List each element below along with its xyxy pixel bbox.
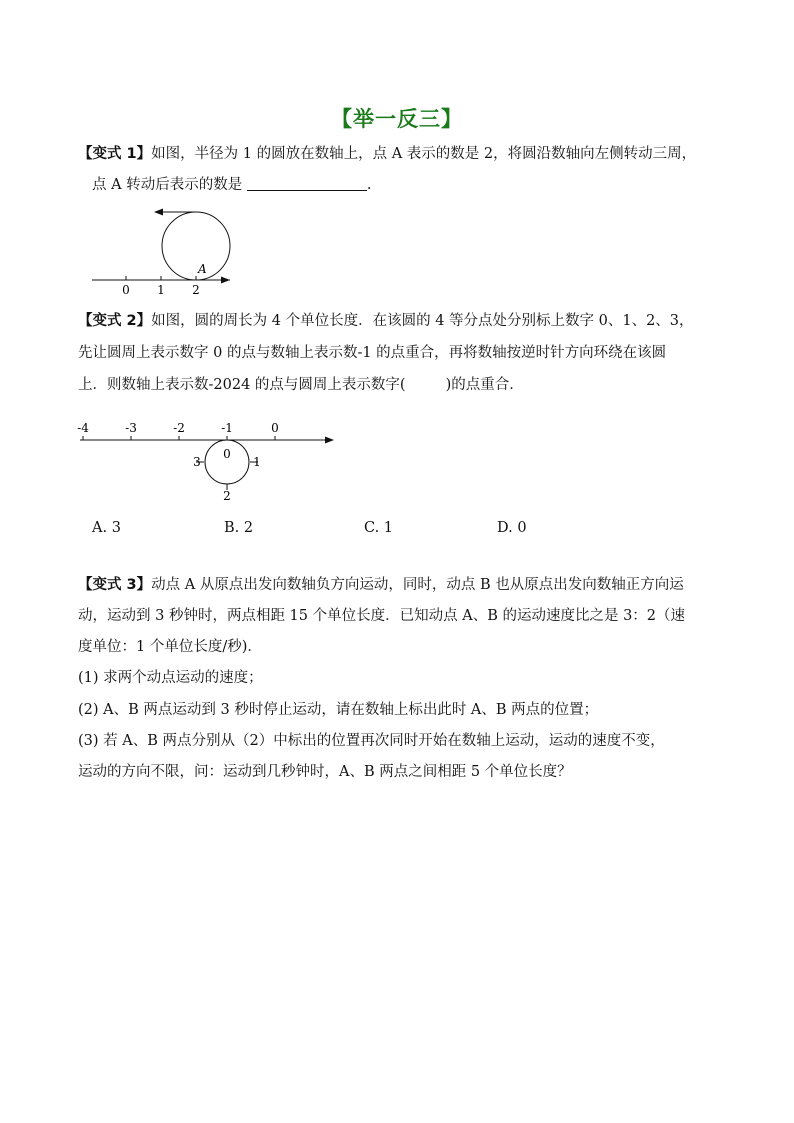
- q2-label: 【变式 2】: [78, 313, 152, 329]
- q2-line1: [78, 311, 694, 331]
- q1-answer-blank: [247, 176, 367, 191]
- tick-label-neg4: -4: [77, 421, 89, 435]
- q3-sub1: (1) 求两个动点运动的速度；: [78, 670, 263, 686]
- q2-line3: [78, 375, 524, 395]
- q3-sub2: (2) A、B 两点运动到 3 秒时停止运动，请在数轴上标出此时 A、B 两点的位置；: [78, 702, 599, 718]
- q1-figure: [80, 200, 250, 300]
- option-a: A. 3: [92, 520, 121, 536]
- tick-label-neg2: -2: [173, 421, 185, 435]
- circle-label-1: 1: [253, 455, 261, 469]
- circle-label-0: 0: [223, 447, 231, 461]
- number-line-arrowhead: [221, 277, 230, 284]
- q3-sub3-line2: 运动的方向不限，问：运动到几秒钟时，A、B 两点之间相距 5 个单位长度？: [78, 764, 572, 780]
- tick-label-2: 2: [192, 283, 200, 297]
- q3-line3: 度单位：1 个单位长度/秒)．: [78, 639, 262, 655]
- tick-label-1: 1: [157, 283, 165, 297]
- q2-text3b: )的点重合．: [445, 377, 524, 393]
- tick-label-neg3: -3: [125, 421, 137, 435]
- option-d: D. 0: [497, 520, 527, 536]
- q1-period: .: [366, 177, 372, 193]
- option-b: B. 2: [224, 520, 254, 536]
- q1-line1: [78, 144, 696, 164]
- q1-line2: [92, 175, 371, 195]
- q2-line2: 先让圆周上表示数字 0 的点与数轴上表示数-1 的点重合，再将数轴按逆时针方向环绕在该圆: [78, 345, 667, 361]
- q1-label: 【变式 1】: [78, 146, 152, 162]
- rotation-arrow-icon: [154, 209, 163, 216]
- q1-text2: 点 A 转动后表示的数是: [92, 177, 243, 193]
- point-a-label: A: [198, 262, 207, 276]
- q3-line2: 动，运动到 3 秒钟时，两点相距 15 个单位长度．已知动点 A、B 的运动速度比之是 3：2（速: [78, 608, 686, 624]
- tick-label-0: 0: [122, 283, 130, 297]
- tick-label-0: 0: [271, 421, 279, 435]
- q1-text1: 如图，半径为 1 的圆放在数轴上，点 A 表示的数是 2，将圆沿数轴向左侧转动三周，: [151, 146, 697, 162]
- section-title: 【举一反三】: [331, 107, 463, 131]
- q3-line1: [78, 575, 684, 595]
- q3-sub3-line1: (3) 若 A、B 两点分别从（2）中标出的位置再次同时开始在数轴上运动，运动的速度不变，: [78, 733, 665, 749]
- q3-label: 【变式 3】: [78, 577, 152, 593]
- rolling-circle: [162, 212, 230, 280]
- number-line-arrowhead: [325, 437, 334, 444]
- tick-label-neg1: -1: [221, 421, 233, 435]
- q2-text3a: 上．则数轴上表示数-2024 的点与圆周上表示数字(: [78, 377, 406, 393]
- q2-text1: 如图，圆的周长为 4 个单位长度．在该圆的 4 等分点处分别标上数字 0、1、2、3，: [151, 313, 694, 329]
- q2-figure: [72, 416, 342, 506]
- q3-text1: 动点 A 从原点出发向数轴负方向运动，同时，动点 B 也从原点出发向数轴正方向运: [151, 577, 684, 593]
- circle-label-2: 2: [223, 489, 231, 503]
- option-c: C. 1: [364, 520, 394, 536]
- circle-label-3: 3: [193, 455, 201, 469]
